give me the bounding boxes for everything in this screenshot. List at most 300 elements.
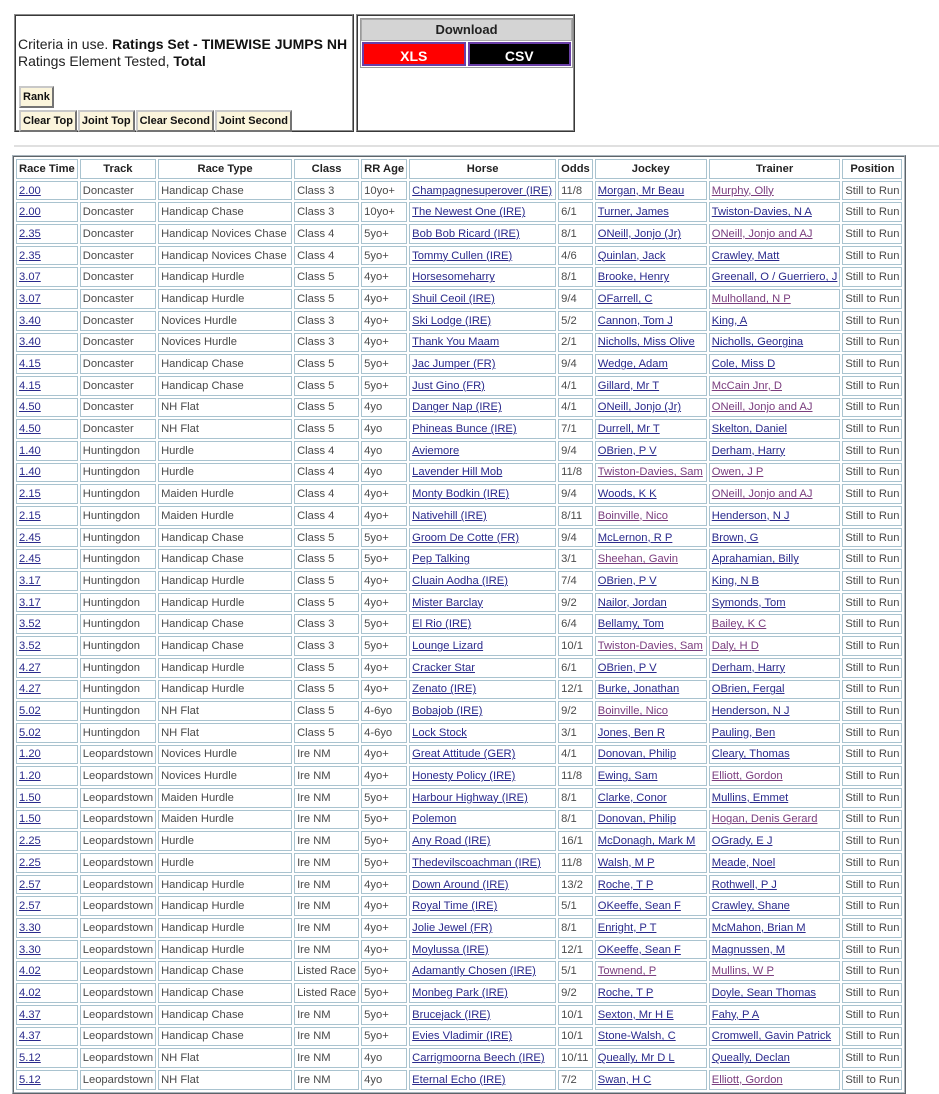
trainer-link[interactable]: Fahy, P A: [711, 1008, 760, 1021]
download-csv-button[interactable]: CSV: [468, 42, 572, 66]
horse-link[interactable]: Pep Talking: [412, 553, 470, 566]
age-cell: 4yo+: [361, 289, 407, 309]
track-cell: Huntingdon: [80, 571, 156, 591]
download-xls-button[interactable]: XLS: [362, 42, 466, 66]
trainer-link[interactable]: Magnussen, M: [711, 943, 786, 956]
trainer-link[interactable]: Cole, Miss D: [711, 358, 776, 371]
track-cell: Huntingdon: [80, 549, 156, 569]
type-cell: Handicap Chase: [158, 1005, 292, 1025]
horse-link[interactable]: Honesty Policy (IRE): [412, 770, 516, 783]
table-row: [16, 658, 902, 678]
jockey-link[interactable]: OBrien, P V: [597, 661, 657, 674]
trainer-link[interactable]: King, A: [711, 314, 748, 327]
race-time-link[interactable]: 3.07: [19, 292, 41, 305]
jockey-link[interactable]: Turner, James: [597, 206, 669, 219]
age-cell: 10yo+: [361, 181, 407, 201]
table-row: [16, 289, 902, 309]
table-row: [16, 419, 902, 439]
table-row: [16, 549, 902, 569]
jockey-link[interactable]: Gillard, Mr T: [597, 379, 660, 392]
table-row: [16, 528, 902, 548]
jockey-link[interactable]: Donovan, Philip: [597, 748, 677, 761]
race-time-link[interactable]: 3.17: [19, 596, 41, 609]
joint-top-button[interactable]: Joint Top: [78, 110, 135, 132]
jockey-link[interactable]: OKeeffe, Sean F: [597, 943, 681, 956]
header-horse: Horse: [409, 159, 556, 179]
horse-link[interactable]: Phineas Bunce (IRE): [412, 423, 517, 436]
header-rr-age: RR Age: [361, 159, 407, 179]
race-time-link[interactable]: 3.30: [19, 921, 41, 934]
time-cell: [16, 983, 78, 1003]
horse-link[interactable]: Zenato (IRE): [412, 683, 477, 696]
horse-link[interactable]: Bob Bob Ricard (IRE): [412, 227, 520, 240]
trainer-link[interactable]: Henderson, N J: [711, 509, 790, 522]
race-time-link[interactable]: 2.45: [19, 531, 41, 544]
jockey-link[interactable]: ONeill, Jonjo (Jr): [597, 401, 682, 414]
race-time-link[interactable]: 4.37: [19, 1008, 41, 1021]
jockey-link[interactable]: Townend, P: [597, 965, 657, 978]
odds-cell: 8/1: [558, 810, 593, 830]
horse-link[interactable]: Eternal Echo (IRE): [412, 1073, 506, 1086]
rank-button[interactable]: Rank: [19, 86, 54, 108]
race-time-link[interactable]: 4.37: [19, 1030, 41, 1043]
track-cell: Leopardstown: [80, 918, 156, 938]
table-row: [16, 593, 902, 613]
horse-cell: [409, 723, 556, 743]
header-position: Position: [842, 159, 902, 179]
trainer-link[interactable]: Rothwell, P J: [711, 878, 777, 891]
track-cell: Huntingdon: [80, 463, 156, 483]
jockey-link[interactable]: Morgan, Mr Beau: [597, 184, 685, 197]
horse-link[interactable]: Moylussa (IRE): [412, 943, 489, 956]
horse-link[interactable]: Danger Nap (IRE): [412, 401, 502, 414]
clear-top-button[interactable]: Clear Top: [19, 110, 77, 132]
race-time-link[interactable]: 2.25: [19, 856, 41, 869]
trainer-link[interactable]: Cromwell, Gavin Patrick: [711, 1030, 832, 1043]
race-time-link[interactable]: 1.20: [19, 748, 41, 761]
trainer-cell: [709, 549, 841, 569]
position-cell: Still to Run: [842, 246, 902, 266]
odds-cell: 10/1: [558, 1027, 593, 1047]
horse-link[interactable]: Horsesomeharry: [412, 271, 495, 284]
horse-link[interactable]: Just Gino (FR): [412, 379, 485, 392]
jockey-link[interactable]: Bellamy, Tom: [597, 618, 664, 631]
race-time-link[interactable]: 3.07: [19, 271, 41, 284]
track-cell: Leopardstown: [80, 788, 156, 808]
jockey-link[interactable]: Queally, Mr D L: [597, 1052, 675, 1065]
jockey-link[interactable]: Nailor, Jordan: [597, 596, 667, 609]
trainer-cell: [709, 875, 841, 895]
position-cell: Still to Run: [842, 875, 902, 895]
type-cell: Maiden Hurdle: [158, 484, 292, 504]
age-cell: 4yo: [361, 398, 407, 418]
horse-link[interactable]: Tommy Cullen (IRE): [412, 249, 513, 262]
trainer-link[interactable]: Brown, G: [711, 531, 759, 544]
race-time-link[interactable]: 4.50: [19, 401, 41, 414]
race-time-link[interactable]: 2.57: [19, 878, 41, 891]
trainer-link[interactable]: Hogan, Denis Gerard: [711, 813, 818, 826]
jockey-cell: [595, 484, 707, 504]
race-time-link[interactable]: 3.52: [19, 618, 41, 631]
trainer-cell: [709, 810, 841, 830]
race-time-link[interactable]: 2.25: [19, 835, 41, 848]
jockey-link[interactable]: Roche, T P: [597, 878, 654, 891]
jockey-link[interactable]: Stone-Walsh, C: [597, 1030, 676, 1043]
horse-link[interactable]: Thank You Maam: [412, 336, 500, 349]
jockey-link[interactable]: ONeill, Jonjo (Jr): [597, 227, 682, 240]
class-cell: Ire NM: [294, 1048, 359, 1068]
trainer-link[interactable]: King, N B: [711, 574, 760, 587]
position-cell: Still to Run: [842, 831, 902, 851]
trainer-link[interactable]: Doyle, Sean Thomas: [711, 986, 817, 999]
horse-link[interactable]: Aviemore: [412, 444, 460, 457]
position-cell: Still to Run: [842, 766, 902, 786]
race-time-link[interactable]: 2.45: [19, 553, 41, 566]
horse-link[interactable]: Polemon: [412, 813, 457, 826]
race-time-link[interactable]: 5.02: [19, 705, 41, 718]
table-row: [16, 571, 902, 591]
horse-link[interactable]: Mister Barclay: [412, 596, 484, 609]
jockey-cell: [595, 896, 707, 916]
trainer-link[interactable]: Twiston-Davies, N A: [711, 206, 812, 219]
trainer-link[interactable]: OGrady, E J: [711, 835, 773, 848]
horse-link[interactable]: Champagnesuperover (IRE): [412, 184, 553, 197]
horse-link[interactable]: Great Attitude (GER): [412, 748, 516, 761]
trainer-link[interactable]: Derham, Harry: [711, 444, 786, 457]
horse-cell: [409, 441, 556, 461]
jockey-link[interactable]: Clarke, Conor: [597, 791, 667, 804]
table-row: [16, 398, 902, 418]
horse-cell: [409, 658, 556, 678]
trainer-link[interactable]: Crawley, Matt: [711, 249, 780, 262]
class-cell: Ire NM: [294, 1027, 359, 1047]
trainer-link[interactable]: Mulholland, N P: [711, 292, 791, 305]
time-cell: [16, 506, 78, 526]
odds-cell: 6/4: [558, 614, 593, 634]
ratings-element-label: Ratings Element Tested,: [18, 53, 170, 69]
trainer-link[interactable]: Skelton, Daniel: [711, 423, 787, 436]
table-row: [16, 680, 902, 700]
trainer-link[interactable]: Meade, Noel: [711, 856, 776, 869]
track-cell: Huntingdon: [80, 680, 156, 700]
position-cell: Still to Run: [842, 463, 902, 483]
horse-link[interactable]: El Rio (IRE): [412, 618, 472, 631]
race-time-link[interactable]: 3.40: [19, 336, 41, 349]
race-time-link[interactable]: 2.35: [19, 249, 41, 262]
type-cell: Handicap Chase: [158, 636, 292, 656]
position-cell: Still to Run: [842, 289, 902, 309]
trainer-link[interactable]: Elliott, Gordon: [711, 770, 783, 783]
jockey-link[interactable]: OKeeffe, Sean F: [597, 900, 681, 913]
race-time-link[interactable]: 1.20: [19, 770, 41, 783]
jockey-link[interactable]: Quinlan, Jack: [597, 249, 666, 262]
horse-cell: [409, 354, 556, 374]
jockey-link[interactable]: Ewing, Sam: [597, 770, 658, 783]
time-cell: [16, 289, 78, 309]
race-time-link[interactable]: 2.15: [19, 488, 41, 501]
position-cell: Still to Run: [842, 571, 902, 591]
race-time-link[interactable]: 2.00: [19, 184, 41, 197]
horse-link[interactable]: Jac Jumper (FR): [412, 358, 496, 371]
table-row: [16, 202, 902, 222]
class-cell: Ire NM: [294, 940, 359, 960]
race-time-link[interactable]: 4.02: [19, 986, 41, 999]
track-cell: Leopardstown: [80, 1005, 156, 1025]
trainer-cell: [709, 983, 841, 1003]
trainer-link[interactable]: Owen, J P: [711, 466, 764, 479]
jockey-link[interactable]: Jones, Ben R: [597, 726, 665, 739]
ratings-element-value: Total: [173, 53, 206, 69]
time-cell: [16, 896, 78, 916]
race-time-link[interactable]: 5.12: [19, 1073, 41, 1086]
class-cell: Class 4: [294, 224, 359, 244]
horse-link[interactable]: Carrigmoorna Beech (IRE): [412, 1052, 545, 1065]
jockey-link[interactable]: Walsh, M P: [597, 856, 655, 869]
jockey-link[interactable]: Sexton, Mr H E: [597, 1008, 674, 1021]
horse-cell: [409, 506, 556, 526]
trainer-link[interactable]: Queally, Declan: [711, 1052, 790, 1065]
odds-cell: 3/1: [558, 549, 593, 569]
jockey-link[interactable]: Wedge, Adam: [597, 358, 668, 371]
divider: [14, 145, 939, 147]
type-cell: Handicap Hurdle: [158, 289, 292, 309]
race-time-link[interactable]: 3.52: [19, 639, 41, 652]
horse-link[interactable]: Lounge Lizard: [412, 639, 484, 652]
time-cell: [16, 354, 78, 374]
jockey-link[interactable]: Boinville, Nico: [597, 509, 669, 522]
jockey-link[interactable]: OBrien, P V: [597, 574, 657, 587]
race-time-link[interactable]: 5.12: [19, 1052, 41, 1065]
download-panel: [356, 14, 575, 132]
position-cell: Still to Run: [842, 810, 902, 830]
race-time-link[interactable]: 5.02: [19, 726, 41, 739]
trainer-link[interactable]: McMahon, Brian M: [711, 921, 806, 934]
race-time-link[interactable]: 3.40: [19, 314, 41, 327]
race-time-link[interactable]: 2.35: [19, 227, 41, 240]
horse-link[interactable]: The Newest One (IRE): [412, 206, 526, 219]
track-cell: Leopardstown: [80, 940, 156, 960]
time-cell: [16, 419, 78, 439]
race-time-link[interactable]: 4.50: [19, 423, 41, 436]
race-time-link[interactable]: 1.40: [19, 466, 41, 479]
odds-cell: 5/1: [558, 961, 593, 981]
horse-link[interactable]: Down Around (IRE): [412, 878, 509, 891]
position-cell: Still to Run: [842, 614, 902, 634]
trainer-link[interactable]: OBrien, Fergal: [711, 683, 785, 696]
horse-link[interactable]: Cluain Aodha (IRE): [412, 574, 508, 587]
odds-cell: 7/2: [558, 1070, 593, 1090]
position-cell: Still to Run: [842, 940, 902, 960]
track-cell: Doncaster: [80, 289, 156, 309]
trainer-link[interactable]: Aprahamian, Billy: [711, 553, 799, 566]
jockey-link[interactable]: OBrien, P V: [597, 444, 657, 457]
class-cell: Class 3: [294, 311, 359, 331]
horse-link[interactable]: Adamantly Chosen (IRE): [412, 965, 536, 978]
odds-cell: 10/1: [558, 636, 593, 656]
jockey-link[interactable]: McDonagh, Mark M: [597, 835, 696, 848]
race-time-link[interactable]: 2.15: [19, 509, 41, 522]
age-cell: 4yo+: [361, 918, 407, 938]
type-cell: Handicap Hurdle: [158, 918, 292, 938]
jockey-cell: [595, 723, 707, 743]
horse-link[interactable]: Lavender Hill Mob: [412, 466, 503, 479]
race-time-link[interactable]: 1.40: [19, 444, 41, 457]
trainer-link[interactable]: Mullins, Emmet: [711, 791, 789, 804]
trainer-link[interactable]: Bailey, K C: [711, 618, 767, 631]
race-time-link[interactable]: 4.27: [19, 661, 41, 674]
jockey-link[interactable]: Durrell, Mr T: [597, 423, 660, 436]
horse-cell: [409, 745, 556, 765]
jockey-link[interactable]: Cannon, Tom J: [597, 314, 673, 327]
time-cell: [16, 246, 78, 266]
trainer-link[interactable]: Pauling, Ben: [711, 726, 776, 739]
trainer-cell: [709, 1005, 841, 1025]
race-time-link[interactable]: 4.15: [19, 358, 41, 371]
horse-link[interactable]: Monty Bodkin (IRE): [412, 488, 510, 501]
horse-link[interactable]: Lock Stock: [412, 726, 467, 739]
horse-link[interactable]: Thedevilscoachman (IRE): [412, 856, 541, 869]
jockey-cell: [595, 961, 707, 981]
horse-cell: [409, 311, 556, 331]
odds-cell: 8/1: [558, 918, 593, 938]
clear-second-button[interactable]: Clear Second: [136, 110, 214, 132]
jockey-cell: [595, 1070, 707, 1090]
trainer-link[interactable]: McCain Jnr, D: [711, 379, 782, 392]
race-time-link[interactable]: 4.02: [19, 965, 41, 978]
trainer-link[interactable]: ONeill, Jonjo and AJ: [711, 227, 813, 240]
position-cell: Still to Run: [842, 1027, 902, 1047]
trainer-link[interactable]: Derham, Harry: [711, 661, 786, 674]
table-row: [16, 1048, 902, 1068]
odds-cell: 9/4: [558, 484, 593, 504]
track-cell: Doncaster: [80, 354, 156, 374]
trainer-cell: [709, 723, 841, 743]
race-time-link[interactable]: 3.30: [19, 943, 41, 956]
trainer-link[interactable]: ONeill, Jonjo and AJ: [711, 488, 813, 501]
race-time-link[interactable]: 2.00: [19, 206, 41, 219]
horse-link[interactable]: Any Road (IRE): [412, 835, 491, 848]
class-cell: Ire NM: [294, 745, 359, 765]
jockey-link[interactable]: OFarrell, C: [597, 292, 653, 305]
trainer-link[interactable]: ONeill, Jonjo and AJ: [711, 401, 813, 414]
header-jockey: Jockey: [595, 159, 707, 179]
jockey-link[interactable]: Donovan, Philip: [597, 813, 677, 826]
jockey-cell: [595, 181, 707, 201]
trainer-cell: [709, 636, 841, 656]
trainer-link[interactable]: Elliott, Gordon: [711, 1073, 783, 1086]
jockey-link[interactable]: Twiston-Davies, Sam: [597, 466, 703, 479]
position-cell: Still to Run: [842, 701, 902, 721]
jockey-link[interactable]: Boinville, Nico: [597, 705, 669, 718]
download-title: Download: [361, 19, 572, 41]
age-cell: 4yo+: [361, 745, 407, 765]
race-time-link[interactable]: 2.57: [19, 900, 41, 913]
horse-link[interactable]: Cracker Star: [412, 661, 475, 674]
table-row: [16, 224, 902, 244]
trainer-link[interactable]: Henderson, N J: [711, 705, 790, 718]
track-cell: Huntingdon: [80, 636, 156, 656]
horse-link[interactable]: Bobajob (IRE): [412, 705, 483, 718]
jockey-link[interactable]: Burke, Jonathan: [597, 683, 680, 696]
horse-link[interactable]: Nativehill (IRE): [412, 509, 487, 522]
table-row: [16, 853, 902, 873]
jockey-link[interactable]: Woods, K K: [597, 488, 657, 501]
trainer-link[interactable]: Crawley, Shane: [711, 900, 790, 913]
time-cell: [16, 961, 78, 981]
jockey-link[interactable]: Enright, P T: [597, 921, 657, 934]
jockey-link[interactable]: Brooke, Henry: [597, 271, 670, 284]
table-row: [16, 463, 902, 483]
table-row: [16, 940, 902, 960]
age-cell: 5yo+: [361, 246, 407, 266]
jockey-cell: [595, 658, 707, 678]
position-cell: Still to Run: [842, 853, 902, 873]
jockey-link[interactable]: Roche, T P: [597, 986, 654, 999]
jockey-link[interactable]: Swan, H C: [597, 1073, 652, 1086]
age-cell: 5yo+: [361, 528, 407, 548]
trainer-cell: [709, 614, 841, 634]
jockey-link[interactable]: McLernon, R P: [597, 531, 673, 544]
track-cell: Leopardstown: [80, 1070, 156, 1090]
class-cell: Class 5: [294, 549, 359, 569]
joint-second-button[interactable]: Joint Second: [215, 110, 292, 132]
horse-link[interactable]: Harbour Highway (IRE): [412, 791, 528, 804]
trainer-link[interactable]: Symonds, Tom: [711, 596, 786, 609]
race-time-link[interactable]: 3.17: [19, 574, 41, 587]
odds-cell: 12/1: [558, 940, 593, 960]
race-time-link[interactable]: 1.50: [19, 791, 41, 804]
time-cell: [16, 680, 78, 700]
trainer-link[interactable]: Cleary, Thomas: [711, 748, 790, 761]
age-cell: 4yo+: [361, 311, 407, 331]
odds-cell: 4/1: [558, 398, 593, 418]
class-cell: Class 5: [294, 289, 359, 309]
jockey-link[interactable]: Sheehan, Gavin: [597, 553, 678, 566]
position-cell: Still to Run: [842, 224, 902, 244]
horse-link[interactable]: Ski Lodge (IRE): [412, 314, 492, 327]
trainer-link[interactable]: Mullins, W P: [711, 965, 774, 978]
trainer-link[interactable]: Nicholls, Georgina: [711, 336, 804, 349]
horse-link[interactable]: Groom De Cotte (FR): [412, 531, 520, 544]
horse-link[interactable]: Evies Vladimir (IRE): [412, 1030, 513, 1043]
horse-link[interactable]: Jolie Jewel (FR): [412, 921, 493, 934]
trainer-link[interactable]: Greenall, O / Guerriero, J: [711, 271, 838, 284]
jockey-link[interactable]: Twiston-Davies, Sam: [597, 639, 703, 652]
trainer-link[interactable]: Murphy, Olly: [711, 184, 774, 197]
age-cell: 4-6yo: [361, 701, 407, 721]
jockey-cell: [595, 441, 707, 461]
horse-link[interactable]: Brucejack (IRE): [412, 1008, 491, 1021]
horse-link[interactable]: Royal Time (IRE): [412, 900, 498, 913]
race-time-link[interactable]: 1.50: [19, 813, 41, 826]
trainer-cell: [709, 766, 841, 786]
type-cell: Handicap Novices Chase: [158, 246, 292, 266]
race-time-link[interactable]: 4.15: [19, 379, 41, 392]
race-time-link[interactable]: 4.27: [19, 683, 41, 696]
trainer-link[interactable]: Daly, H D: [711, 639, 759, 652]
jockey-link[interactable]: Nicholls, Miss Olive: [597, 336, 695, 349]
track-cell: Leopardstown: [80, 983, 156, 1003]
jockey-cell: [595, 614, 707, 634]
horse-link[interactable]: Monbeg Park (IRE): [412, 986, 508, 999]
position-cell: Still to Run: [842, 333, 902, 353]
age-cell: 4yo+: [361, 680, 407, 700]
trainer-cell: [709, 224, 841, 244]
table-row: [16, 354, 902, 374]
track-cell: Doncaster: [80, 311, 156, 331]
horse-link[interactable]: Shuil Ceoil (IRE): [412, 292, 495, 305]
time-cell: [16, 745, 78, 765]
